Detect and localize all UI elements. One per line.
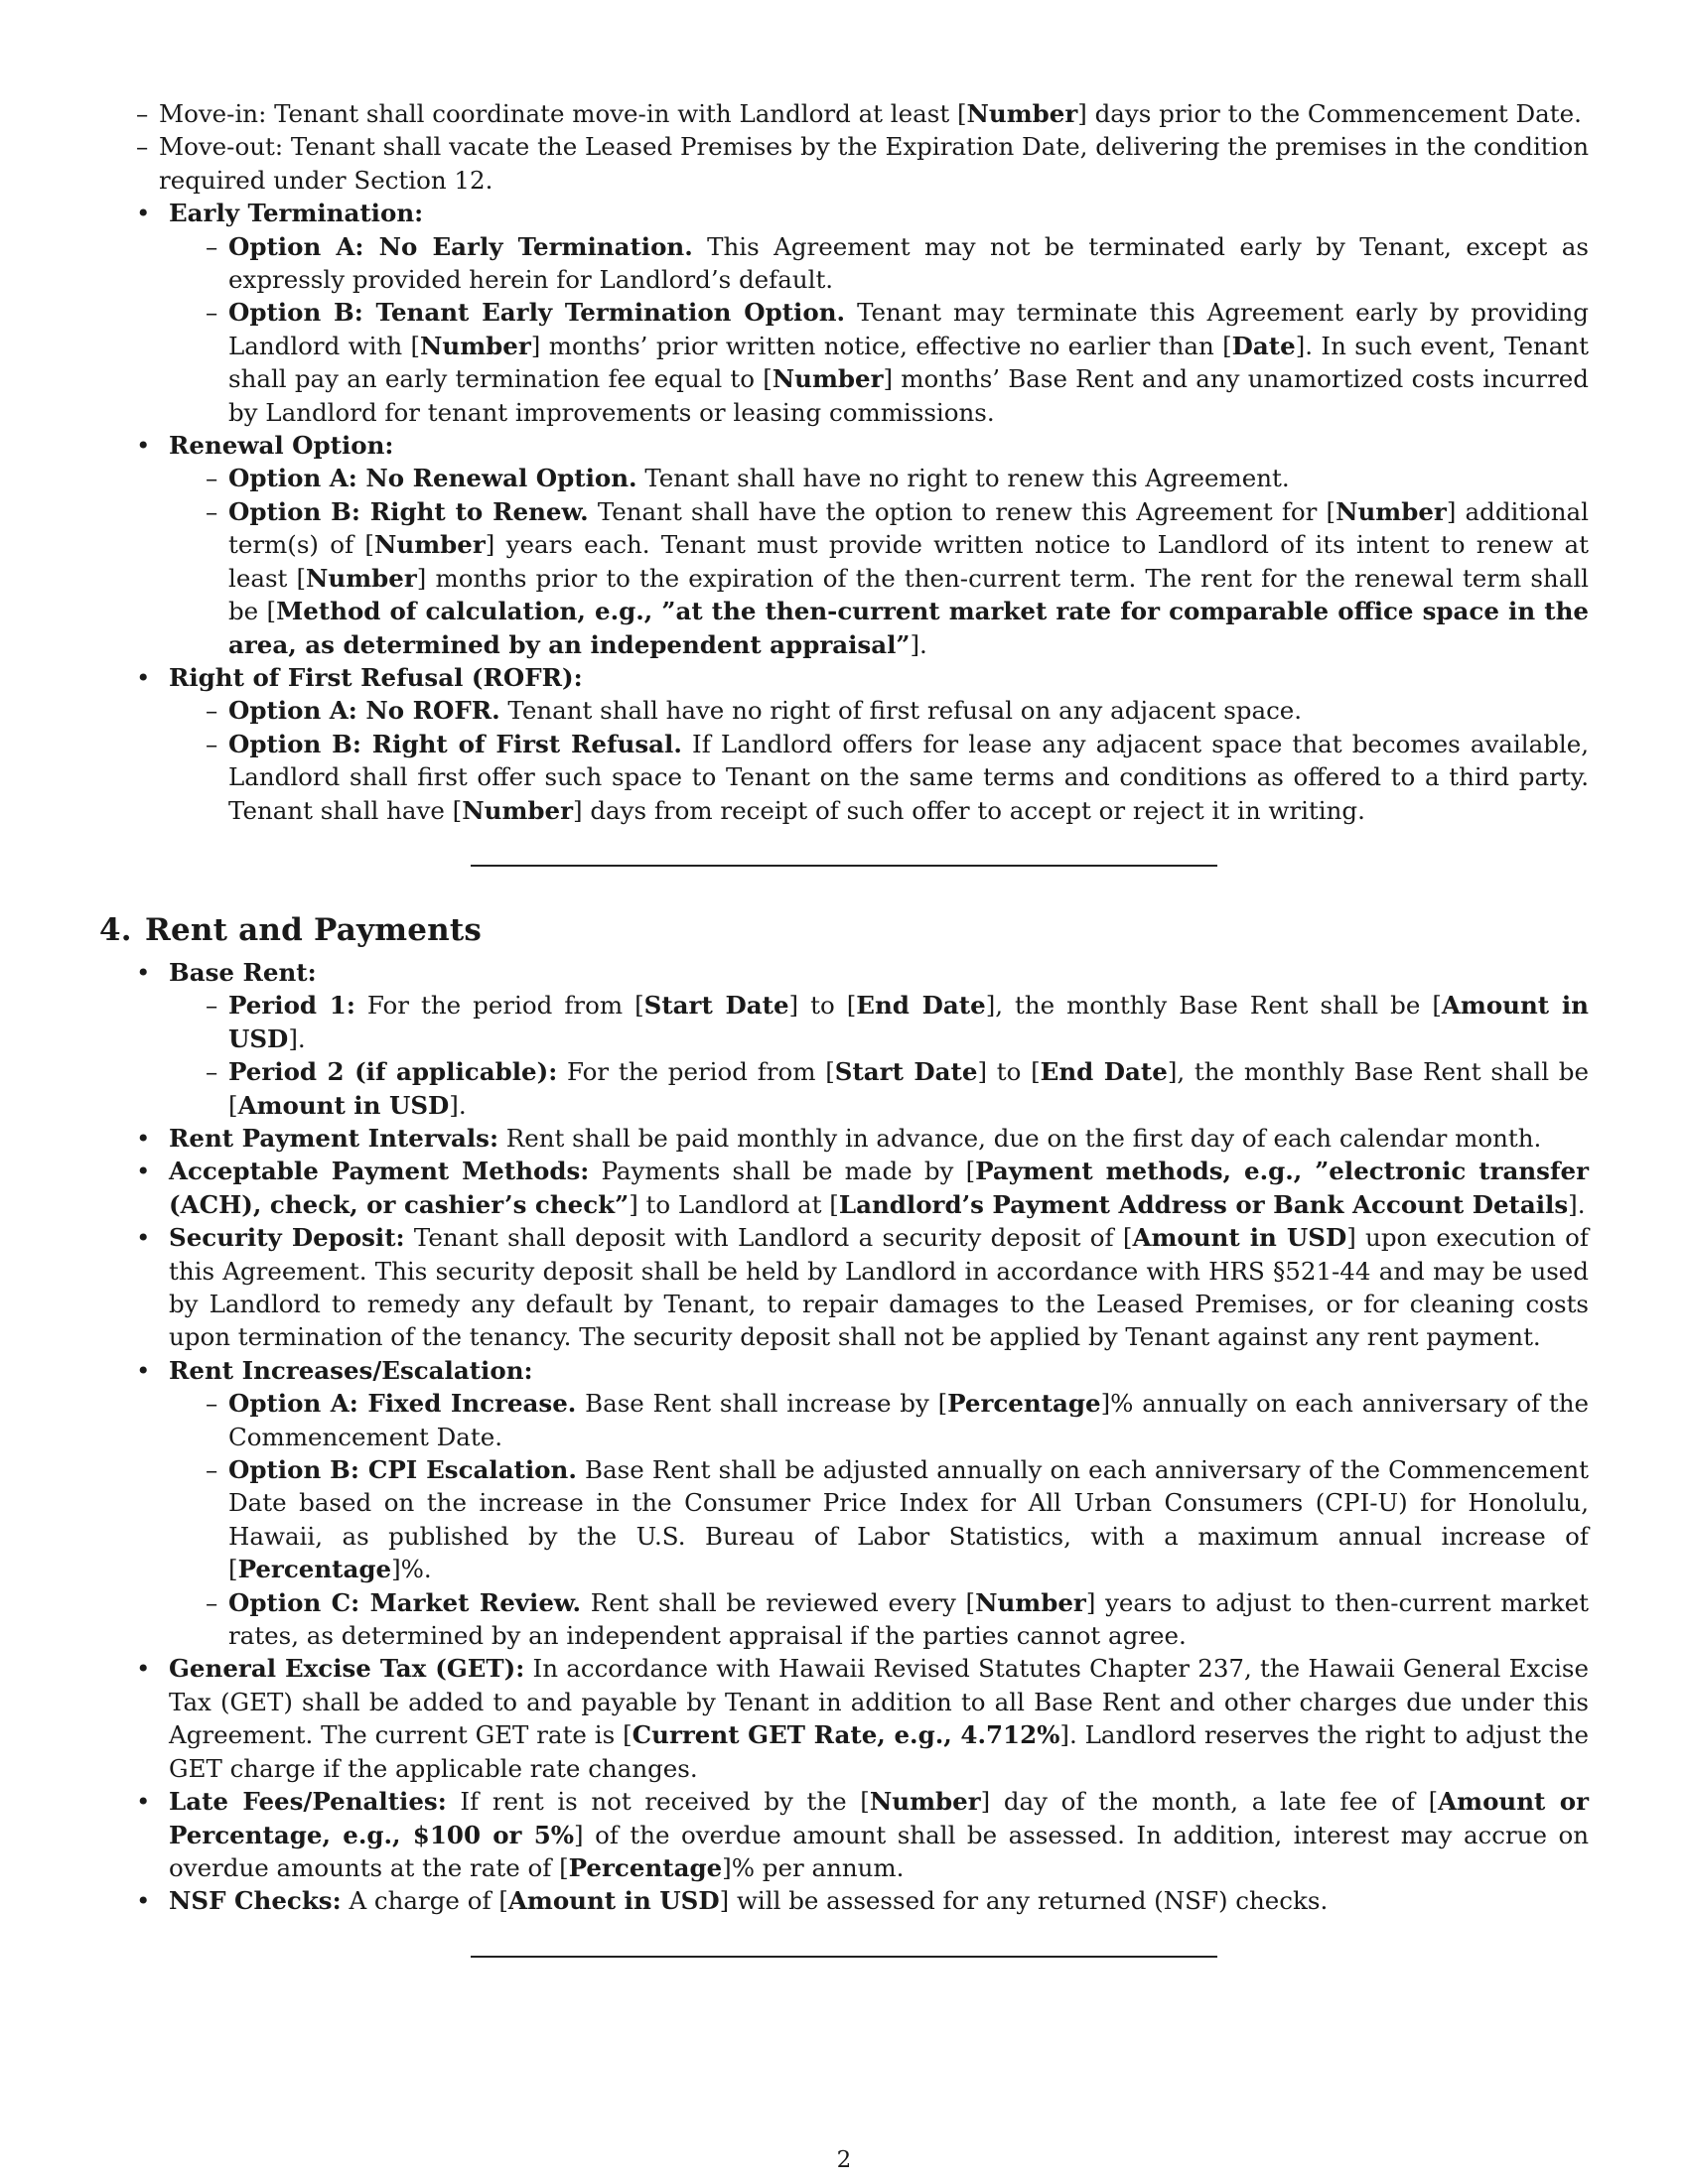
item-text: ] day of the month, a late fee of [ <box>980 1787 1439 1817</box>
option-text: ] months’ Base Rent and any unamortized costs incurred by Landlord for tenant improvements or leasing commissions. <box>228 364 1589 427</box>
period-text: ], the monthly Base Rent shall be [ <box>228 1057 1589 1120</box>
list-item-general-excise-tax <box>99 1652 1589 1785</box>
placeholder-end-date: End Date <box>1040 1057 1168 1087</box>
option-text: If Landlord offers for lease any adjacent space that becomes available, Landlord shall first offer such space to Tenant on the same terms and conditions as offered to a third party. Tenant shall have [ <box>228 729 1589 825</box>
option-text: ]. <box>910 629 927 659</box>
option-text: ] additional term(s) of [ <box>228 496 1590 560</box>
horizontal-rule <box>471 1956 1217 1958</box>
placeholder-get-rate: Current GET Rate, e.g., 4.712% <box>632 1720 1060 1750</box>
period-text: ], the monthly Base Rent shall be [ <box>985 991 1442 1021</box>
item-label: Acceptable Payment Methods: <box>169 1157 590 1186</box>
renewal-options <box>169 462 1589 660</box>
placeholder-percentage: Percentage <box>568 1852 723 1882</box>
placeholder-number: Number <box>975 1587 1086 1617</box>
move-out-text: Move-out: Tenant shall vacate the Leased Premises by the Expiration Date, delivering the premises in the condition required under Section 12. <box>159 132 1589 195</box>
list-item-late-fees <box>99 1785 1589 1884</box>
option-text: ]% annually on each anniversary of the Commencement Date. <box>228 1389 1589 1451</box>
base-rent-periods <box>169 989 1589 1122</box>
section-title: Rent and Payments <box>145 911 483 948</box>
period-text: For the period from [ <box>557 1057 835 1087</box>
list-item-early-termination <box>99 197 1589 429</box>
option-text: ]. In such event, Tenant shall pay an early termination fee equal to [ <box>228 331 1589 394</box>
placeholder-number: Number <box>420 331 531 360</box>
placeholder-end-date: End Date <box>856 991 986 1021</box>
list-item-option-a <box>169 462 1589 494</box>
list-item-security-deposit <box>99 1221 1589 1354</box>
placeholder-number: Number <box>1336 496 1447 526</box>
early-termination-options <box>169 230 1589 429</box>
section-heading-rent-and-payments <box>99 910 1589 950</box>
period-text: ]. <box>288 1024 306 1053</box>
list-item-option-a <box>169 694 1589 727</box>
placeholder-number: Number <box>966 99 1078 128</box>
list-item-option-a <box>169 1387 1589 1453</box>
placeholder-number: Number <box>869 1787 981 1817</box>
option-text: Tenant shall have no right to renew this Agreement. <box>636 464 1290 493</box>
move-in-out-list <box>99 97 1589 197</box>
option-text: Rent shall be reviewed every [ <box>581 1587 976 1617</box>
placeholder-start-date: Start Date <box>834 1057 978 1087</box>
item-text: In accordance with Hawaii Revised Statutes Chapter 237, the Hawaii General Excise Tax (GET) shall be added to and payable by Tenant in addition to all Base Rent and other charges due under this Agreement. The current GET rate is [ <box>169 1654 1589 1750</box>
item-text: Tenant shall deposit with Landlord a security deposit of [ <box>404 1223 1133 1253</box>
list-item-renewal-option <box>99 429 1589 661</box>
item-text: ] of the overdue amount shall be assessed. In addition, interest may accrue on overdue amounts at the rate of [ <box>169 1820 1590 1882</box>
list-item-period-1 <box>169 989 1589 1055</box>
placeholder-amount: Amount in USD <box>237 1090 450 1120</box>
period-text: For the period from [ <box>354 991 644 1021</box>
option-text: ] years each. Tenant must provide written notice to Landlord of its intent to renew at least [ <box>228 530 1589 593</box>
section-3-list <box>99 197 1589 827</box>
period-text: ] to [ <box>977 1057 1041 1087</box>
period-text: ] to [ <box>788 991 857 1021</box>
move-in-text-end: ] days prior to the Commencement Date. <box>1077 99 1582 128</box>
period-label: Period 2 (if applicable): <box>228 1057 558 1087</box>
item-label: Late Fees/Penalties: <box>169 1787 447 1817</box>
item-label: Rent Payment Intervals: <box>169 1123 498 1153</box>
item-text: ] upon execution of this Agreement. This security deposit shall be held by Landlord in accordance with HRS §521-44 and may be used by Landlord to remedy any default by Tenant, to repair damages to the Leased Premises, or for cleaning costs upon termination of the tenancy. The security deposit shall not be applied by Tenant against any rent payment. <box>169 1223 1589 1352</box>
placeholder-percentage: Percentage <box>947 1389 1101 1419</box>
rofr-options <box>169 694 1589 827</box>
option-text: ]%. <box>391 1555 432 1584</box>
option-text: ] months’ prior written notice, effective no earlier than [ <box>530 331 1232 360</box>
item-text: If rent is not received by the [ <box>446 1787 870 1817</box>
base-rent-heading: Base Rent: <box>169 957 317 987</box>
section-4-list <box>99 956 1589 1918</box>
option-text: Base Rent shall increase by [ <box>576 1389 948 1419</box>
option-label: Option B: Tenant Early Termination Option. <box>228 298 846 328</box>
option-label: Option A: No Renewal Option. <box>228 464 637 493</box>
item-text: ] will be assessed for any returned (NSF) checks. <box>719 1886 1329 1916</box>
list-item-option-b <box>169 495 1589 661</box>
item-label: General Excise Tax (GET): <box>169 1654 525 1684</box>
move-in-text: Move-in: Tenant shall coordinate move-in with Landlord at least [ <box>159 99 967 128</box>
option-text: ] days from receipt of such offer to accept or reject it in writing. <box>573 795 1365 825</box>
section-number: 4. <box>99 911 132 948</box>
list-item-move-out <box>99 130 1589 197</box>
page-number: 2 <box>836 2147 852 2173</box>
list-item-option-b <box>169 728 1589 827</box>
placeholder-start-date: Start Date <box>643 991 789 1021</box>
option-label: Option C: Market Review. <box>228 1587 582 1617</box>
list-item-option-a <box>169 230 1589 297</box>
option-label: Option B: CPI Escalation. <box>228 1455 577 1485</box>
placeholder-amount: Amount in USD <box>228 991 1589 1053</box>
option-label: Option A: No ROFR. <box>228 696 500 726</box>
placeholder-payment-methods: Payment methods, e.g., ”electronic transfer (ACH), check, or cashier’s check” <box>169 1157 1589 1219</box>
placeholder-payment-address: Landlord’s Payment Address or Bank Account Details <box>838 1189 1569 1219</box>
item-text: ]. <box>1568 1189 1586 1219</box>
list-item-option-b <box>169 296 1589 429</box>
item-text: Payments shall be made by [ <box>589 1157 976 1186</box>
placeholder-percentage: Percentage <box>237 1555 392 1584</box>
placeholder-method: Method of calculation, e.g., ”at the then-current market rate for comparable office space in the area, as determined by an independent appraisal” <box>228 597 1589 659</box>
placeholder-number: Number <box>373 530 486 560</box>
list-item-nsf-checks <box>99 1884 1589 1917</box>
placeholder-number: Number <box>462 795 573 825</box>
list-item-rent-escalation <box>99 1354 1589 1653</box>
option-text: Tenant shall have no right of first refusal on any adjacent space. <box>499 696 1303 726</box>
document-page <box>99 97 1589 1958</box>
item-text: ] to Landlord at [ <box>629 1189 839 1219</box>
item-text: ]. Landlord reserves the right to adjust the GET charge if the applicable rate changes. <box>169 1720 1589 1783</box>
item-label: Security Deposit: <box>169 1223 405 1253</box>
list-item-move-in <box>99 97 1589 130</box>
list-item-rofr <box>99 661 1589 827</box>
item-label: NSF Checks: <box>169 1886 342 1916</box>
option-text: ] months prior to the expiration of the then-current term. The rent for the renewal term shall be [ <box>228 563 1589 626</box>
renewal-heading: Renewal Option: <box>169 431 394 461</box>
item-text: ]% per annum. <box>722 1852 905 1882</box>
placeholder-late-fee: Amount or Percentage, e.g., $100 or 5% <box>169 1787 1590 1849</box>
option-text: This Agreement may not be terminated early by Tenant, except as expressly provided herein for Landlord’s default. <box>228 231 1589 295</box>
escalation-heading: Rent Increases/Escalation: <box>169 1355 533 1385</box>
option-text: Tenant shall have the option to renew this Agreement for [ <box>588 496 1336 526</box>
horizontal-rule <box>471 865 1217 867</box>
option-label: Option A: No Early Termination. <box>228 231 693 261</box>
option-text: Base Rent shall be adjusted annually on each anniversary of the Commencement Date based on the increase in the Consumer Price Index for All Urban Consumers (CPI-U) for Honolulu, Hawaii, as published by the U.S. Bureau of Labor Statistics, with a maximum annual increase of [ <box>228 1455 1589 1584</box>
early-termination-heading: Early Termination: <box>169 199 424 228</box>
option-text: ] years to adjust to then-current market rates, as determined by an independent appraisal if the parties cannot agree. <box>228 1587 1589 1651</box>
item-text: Rent shall be paid monthly in advance, due on the first day of each calendar month. <box>498 1123 1542 1153</box>
item-text: A charge of [ <box>341 1886 508 1916</box>
escalation-options <box>169 1387 1589 1652</box>
option-label: Option A: Fixed Increase. <box>228 1389 577 1419</box>
list-item-period-2 <box>169 1055 1589 1122</box>
list-item-option-b <box>169 1453 1589 1586</box>
placeholder-amount: Amount in USD <box>507 1886 720 1916</box>
option-text: Tenant may terminate this Agreement early by providing Landlord with [ <box>228 298 1589 360</box>
rofr-heading: Right of First Refusal (ROFR): <box>169 662 583 692</box>
placeholder-date: Date <box>1231 331 1296 360</box>
option-label: Option B: Right of First Refusal. <box>228 729 682 758</box>
placeholder-amount: Amount in USD <box>1132 1223 1347 1253</box>
list-item-base-rent <box>99 956 1589 1122</box>
list-item-option-c <box>169 1586 1589 1653</box>
list-item-payment-methods <box>99 1155 1589 1221</box>
option-label: Option B: Right to Renew. <box>228 496 589 526</box>
period-label: Period 1: <box>228 991 355 1021</box>
placeholder-number: Number <box>772 364 884 394</box>
list-item-rent-payment-intervals <box>99 1122 1589 1155</box>
period-text: ]. <box>449 1090 467 1120</box>
placeholder-number: Number <box>306 563 417 593</box>
